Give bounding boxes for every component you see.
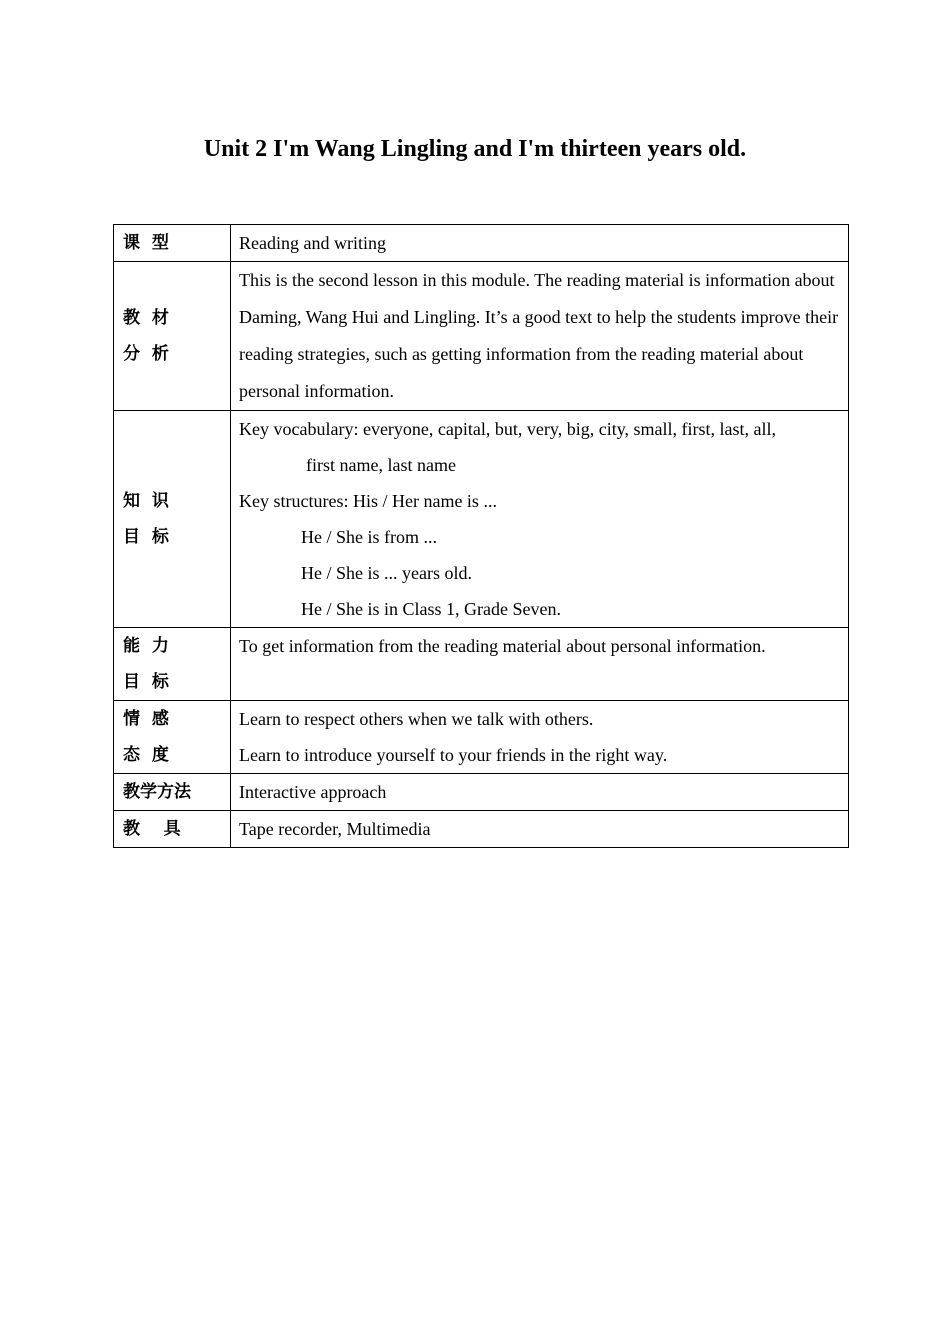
key-vocabulary-line2: first name, last name [306,455,456,475]
label-lesson-type [114,225,231,262]
lesson-type-value: Reading and writing [239,233,386,253]
label-ability-goals-line1: 能 力 [123,636,169,656]
teaching-method-value: Interactive approach [239,782,387,802]
table-row-knowledge-goals [114,411,849,628]
label-teaching-aids-text: 教 具 [123,819,181,839]
cell-emotional-attitude [231,701,849,774]
label-emotional-attitude [114,701,231,774]
cell-teaching-aids [231,811,849,848]
page-title: Unit 2 I'm Wang Lingling and I'm thirteen years old. [203,136,747,162]
key-structure-2: He / She is ... years old. [301,563,472,583]
label-knowledge-goals-line1: 知 识 [123,491,169,511]
label-knowledge-goals [114,411,231,628]
key-structure-3: He / She is in Class 1, Grade Seven. [301,599,561,619]
label-emotional-attitude-line1: 情 感 [123,709,169,729]
label-lesson-type-text: 课 型 [123,233,169,253]
label-knowledge-goals-line2: 目 标 [123,527,169,547]
cell-material-analysis [231,262,849,411]
teaching-aids-value: Tape recorder, Multimedia [239,819,431,839]
cell-knowledge-goals [231,411,849,628]
table-row-emotional-attitude [114,701,849,774]
material-analysis-text: This is the second lesson in this module. The reading material is information about Daming, Wang Hui and Lingling. It’s a good text to help the students improve their reading strategies, such as getting information from the reading material about personal information. [239,270,839,401]
emotional-attitude-line1: Learn to respect others when we talk with others. [239,709,594,729]
table-row-teaching-aids [114,811,849,848]
label-teaching-method [114,774,231,811]
table-row-teaching-method [114,774,849,811]
lesson-plan-table [113,224,849,848]
label-emotional-attitude-line2: 态 度 [123,745,169,765]
cell-teaching-method [231,774,849,811]
table-row-lesson-type [114,225,849,262]
label-teaching-method-text: 教学方法 [123,782,191,802]
label-teaching-aids [114,811,231,848]
emotional-attitude-line2: Learn to introduce yourself to your friends in the right way. [239,745,668,765]
key-structure-1: He / She is from ... [301,527,437,547]
label-material-analysis [114,262,231,411]
cell-lesson-type [231,225,849,262]
ability-goals-text: To get information from the reading material about personal information. [239,636,766,656]
table-row-material-analysis [114,262,849,411]
key-vocabulary-line1: Key vocabulary: everyone, capital, but, very, big, city, small, first, last, all, [239,419,777,439]
label-material-analysis-line1: 教 材 [123,308,169,328]
label-ability-goals [114,628,231,701]
key-structures-intro: Key structures: His / Her name is ... [239,491,497,511]
table-row-ability-goals [114,628,849,701]
label-material-analysis-line2: 分 析 [123,344,169,364]
label-ability-goals-line2: 目 标 [123,672,169,692]
cell-ability-goals [231,628,849,701]
